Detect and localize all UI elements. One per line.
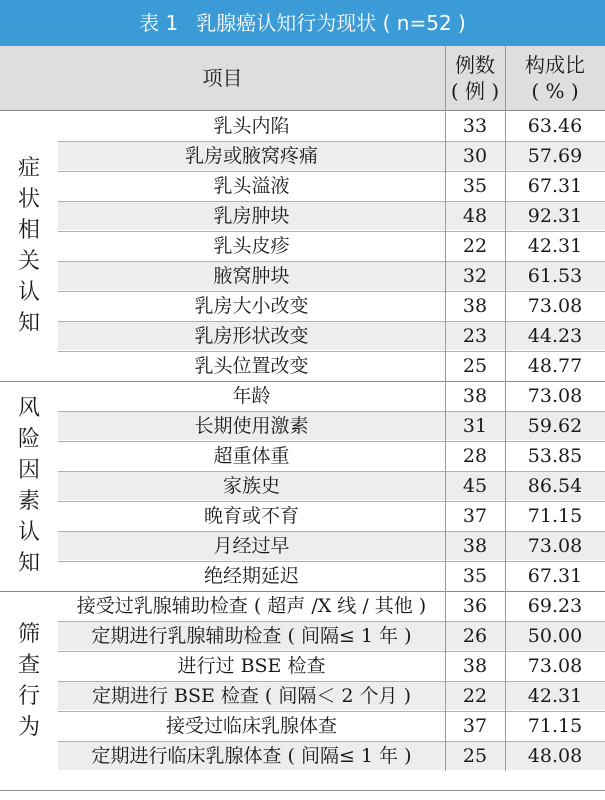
row-item: 乳房或腋窝疼痛 [184, 145, 318, 167]
row-pct: 48.08 [527, 745, 583, 767]
header-pct [505, 46, 605, 110]
row-pct: 92.31 [527, 205, 583, 227]
row-item: 长期使用激素 [194, 415, 309, 437]
section-label [0, 591, 58, 771]
header-item: 项目 [202, 66, 243, 90]
row-pct: 86.54 [527, 475, 583, 497]
table-bottom-rule [0, 790, 605, 791]
row-pct: 48.77 [527, 355, 583, 377]
header-count [445, 46, 505, 110]
header-count-line2: ( 例 ) [450, 79, 500, 103]
table-header [0, 46, 605, 111]
row-count: 38 [462, 385, 488, 407]
row-count: 25 [462, 745, 488, 767]
section-label-text: 症状相关认知 [18, 156, 41, 336]
row-count: 38 [462, 655, 488, 677]
row-pct: 71.15 [527, 715, 583, 737]
row-item: 定期进行乳腺辅助检查 ( 间隔≤ 1 年 ) [91, 625, 412, 647]
row-pct: 73.08 [527, 385, 583, 407]
row-count: 22 [462, 235, 488, 257]
row-pct: 42.31 [527, 685, 583, 707]
row-pct: 73.08 [527, 655, 583, 677]
section-label [0, 381, 58, 591]
row-count: 48 [462, 205, 488, 227]
row-count: 45 [462, 475, 488, 497]
row-item: 晚育或不育 [203, 505, 299, 527]
row-count: 38 [462, 295, 488, 317]
row-pct: 59.62 [527, 415, 583, 437]
row-item: 家族史 [222, 475, 280, 497]
row-item: 腋窝肿块 [213, 265, 290, 287]
row-item: 接受过临床乳腺体查 [165, 715, 337, 737]
row-pct: 73.08 [527, 535, 583, 557]
row-count: 35 [462, 175, 488, 197]
row-pct: 42.31 [527, 235, 583, 257]
row-item: 定期进行 BSE 检查 ( 间隔＜ 2 个月 ) [91, 685, 412, 707]
row-count: 37 [462, 715, 488, 737]
row-count: 25 [462, 355, 488, 377]
row-item: 乳头内陷 [213, 115, 290, 137]
row-pct: 67.31 [527, 175, 583, 197]
row-pct: 73.08 [527, 295, 583, 317]
header-count-line1: 例数 [454, 53, 495, 77]
row-count: 28 [462, 445, 488, 467]
table-title [0, 0, 605, 46]
row-pct: 71.15 [527, 505, 583, 527]
section-label [0, 111, 58, 381]
row-item: 月经过早 [213, 535, 290, 557]
row-count: 32 [462, 265, 488, 287]
row-count: 23 [462, 325, 488, 347]
row-item: 接受过乳腺辅助检查 ( 超声 /X 线 / 其他 ) [76, 595, 427, 617]
row-item: 定期进行临床乳腺体查 ( 间隔≤ 1 年 ) [91, 745, 412, 767]
row-item: 乳房大小改变 [194, 295, 309, 317]
row-pct: 50.00 [527, 625, 583, 647]
row-pct: 44.23 [527, 325, 583, 347]
row-item: 年龄 [232, 385, 271, 407]
row-item: 超重体重 [213, 445, 290, 467]
row-item: 绝经期延迟 [203, 565, 299, 587]
header-divider [445, 46, 446, 110]
row-count: 36 [462, 595, 488, 617]
row-count: 33 [462, 115, 488, 137]
row-pct: 63.46 [527, 115, 583, 137]
row-count: 37 [462, 505, 488, 527]
row-pct: 69.23 [527, 595, 583, 617]
row-item: 乳头皮疹 [213, 235, 290, 257]
row-pct: 67.31 [527, 565, 583, 587]
section-label-text: 筛查行为 [18, 622, 41, 740]
row-pct: 53.85 [527, 445, 583, 467]
column-divider [505, 111, 506, 771]
header-divider [505, 46, 506, 110]
row-pct: 57.69 [527, 145, 583, 167]
row-count: 26 [462, 625, 488, 647]
row-count: 31 [462, 415, 488, 437]
row-item: 乳头位置改变 [194, 355, 309, 377]
table-number: 表 1 [139, 11, 179, 35]
header-pct-line2: ( % ) [531, 79, 579, 103]
row-item: 乳房形状改变 [194, 325, 309, 347]
row-item: 乳头溢液 [213, 175, 290, 197]
table-caption: 乳腺癌认知行为现状 ( n=52 ) [196, 11, 466, 35]
row-count: 30 [462, 145, 488, 167]
row-item: 乳房肿块 [213, 205, 290, 227]
row-pct: 61.53 [527, 265, 583, 287]
section-label-text: 风险因素认知 [18, 396, 41, 576]
row-count: 35 [462, 565, 488, 587]
column-divider [445, 111, 446, 771]
header-pct-line1: 构成比 [525, 53, 585, 77]
row-count: 38 [462, 535, 488, 557]
row-count: 22 [462, 685, 488, 707]
row-item: 进行过 BSE 检查 [177, 655, 326, 677]
